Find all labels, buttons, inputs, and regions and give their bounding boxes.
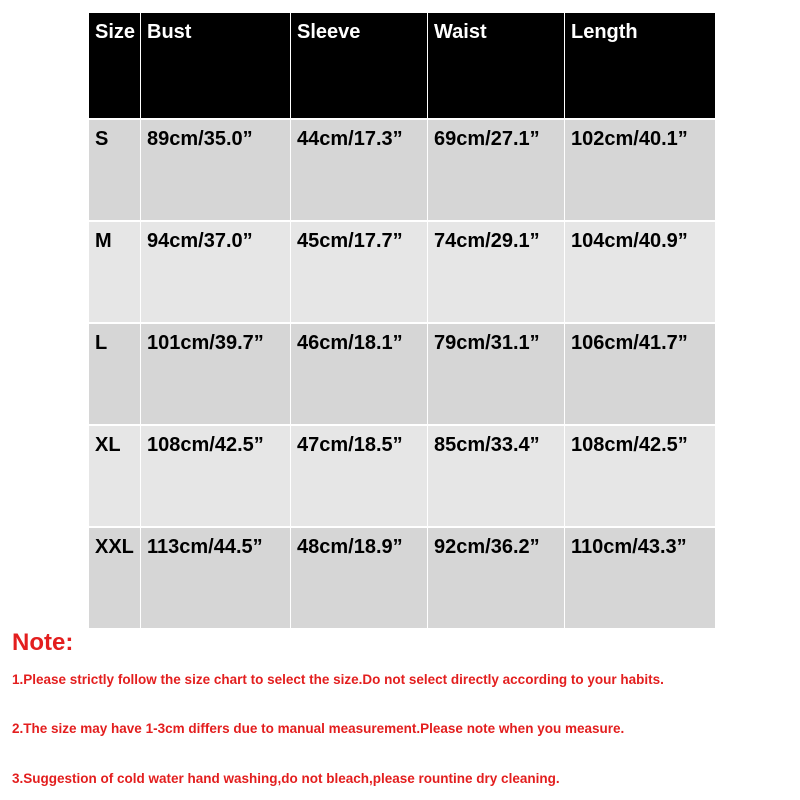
table-header — [89, 13, 716, 119]
cell-sleeve: 46cm/18.1” — [291, 323, 428, 425]
cell-length: 102cm/40.1” — [565, 119, 716, 221]
cell-sleeve: 45cm/17.7” — [291, 221, 428, 323]
table-row — [89, 323, 716, 425]
cell-bust: 89cm/35.0” — [141, 119, 291, 221]
cell-sleeve: 44cm/17.3” — [291, 119, 428, 221]
cell-waist: 85cm/33.4” — [428, 425, 565, 527]
cell-size: XL — [89, 425, 141, 527]
note-line-2: 2.The size may have 1-3cm differs due to manual measurement.Please note when you measure. — [12, 721, 625, 736]
cell-length: 108cm/42.5” — [565, 425, 716, 527]
header-row — [89, 13, 716, 119]
cell-size: S — [89, 119, 141, 221]
cell-size: M — [89, 221, 141, 323]
cell-size: L — [89, 323, 141, 425]
header-bust: Bust — [141, 13, 291, 119]
cell-bust: 108cm/42.5” — [141, 425, 291, 527]
cell-sleeve: 47cm/18.5” — [291, 425, 428, 527]
cell-sleeve: 48cm/18.9” — [291, 527, 428, 629]
cell-waist: 69cm/27.1” — [428, 119, 565, 221]
size-chart-table — [88, 13, 716, 630]
cell-bust: 94cm/37.0” — [141, 221, 291, 323]
cell-length: 104cm/40.9” — [565, 221, 716, 323]
table-body — [89, 119, 716, 629]
table-row — [89, 221, 716, 323]
note-title: Note: — [12, 629, 74, 656]
table-row — [89, 425, 716, 527]
header-size: Size — [89, 13, 141, 119]
table-row — [89, 119, 716, 221]
header-sleeve: Sleeve — [291, 13, 428, 119]
table-row — [89, 527, 716, 629]
note-line-1: 1.Please strictly follow the size chart to select the size.Do not select directly according to your habits. — [12, 672, 664, 687]
cell-length: 106cm/41.7” — [565, 323, 716, 425]
cell-size: XXL — [89, 527, 141, 629]
cell-waist: 74cm/29.1” — [428, 221, 565, 323]
cell-bust: 113cm/44.5” — [141, 527, 291, 629]
header-length: Length — [565, 13, 716, 119]
cell-waist: 79cm/31.1” — [428, 323, 565, 425]
cell-waist: 92cm/36.2” — [428, 527, 565, 629]
header-waist: Waist — [428, 13, 565, 119]
note-line-3: 3.Suggestion of cold water hand washing,do not bleach,please rountine dry cleaning. — [12, 771, 560, 786]
cell-bust: 101cm/39.7” — [141, 323, 291, 425]
cell-length: 110cm/43.3” — [565, 527, 716, 629]
